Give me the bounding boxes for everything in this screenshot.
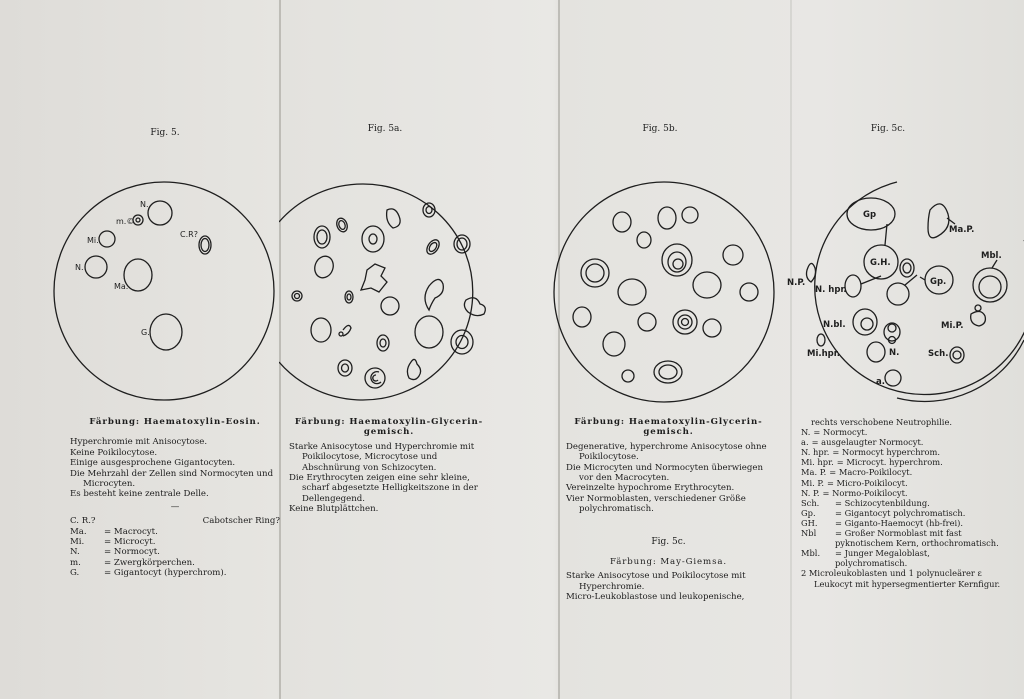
cell-label: Mi. [87, 236, 99, 245]
normocyte [85, 256, 107, 278]
legend-value: = Schizocytenbildung. [835, 497, 930, 508]
legend-value: = Großer Normoblast mit fast pyknotischem Kern, orthochromatisch. [835, 528, 999, 549]
cell-label: Ma.P. [949, 225, 975, 235]
megaloblast [973, 268, 1007, 302]
description-line: Starke Anisocytose und Poikilocytose mit Hyperchromie. [566, 571, 746, 592]
figure-title: Fig. 5. [150, 128, 180, 138]
macro-poikilocyte [928, 204, 949, 238]
fig5-micrograph [52, 180, 276, 402]
fig5c-caption [801, 417, 1001, 589]
legend-key: C. R.? [70, 516, 96, 527]
legend-row [801, 488, 1001, 498]
legend-value: = Microcyt. hyperchrom. [836, 457, 943, 468]
legend-row [801, 528, 1001, 548]
cell-label: Gp. [930, 277, 947, 287]
legend-key: N. P. [801, 487, 820, 498]
cell-label: G. [141, 328, 150, 337]
normocyte [148, 201, 172, 225]
cell-label: G.H. [870, 258, 891, 268]
legend-key: Mi. [70, 537, 85, 548]
legend-row [70, 537, 280, 547]
legend-key: Mi. hpr. [801, 457, 834, 468]
cell-label: N. hpr. [815, 285, 847, 295]
legend-value: = Normocyt. [104, 547, 160, 558]
legend-value: = Gigantocyt polychromatisch. [835, 507, 966, 518]
cell-label: Mbl. [981, 251, 1002, 261]
figure-title: Fig. 5c. [870, 124, 906, 134]
legend-row [70, 558, 280, 568]
legend-key: Ma. P. [801, 467, 827, 478]
normoblast [853, 309, 877, 335]
fig5c-micrograph [785, 180, 1024, 404]
fig5a-caption [289, 417, 489, 515]
legend-value: = Microcyt. [104, 537, 156, 548]
legend-key: G. [70, 568, 80, 579]
micro-poikilocyte [971, 311, 986, 326]
cell-label: Mi.hpr. [807, 349, 840, 359]
legend-value: = Micro-Poikilocyt. [826, 477, 908, 488]
description-line: Micro-Leukoblastose und leukopenische, [566, 592, 745, 603]
normo-poikilocyte [807, 263, 816, 282]
description-line: Es besteht keine zentrale Delle. [70, 489, 209, 500]
cell-label: m.© [116, 217, 135, 226]
legend-value: = Junger Megaloblast, polychromatisch. [835, 548, 930, 569]
description-line: Vier Normoblasten, verschiedener Größe polychromatisch. [566, 493, 746, 515]
legend-row [801, 427, 1001, 437]
legend-key: N. [70, 547, 80, 558]
fig5-caption [70, 417, 280, 579]
staining-label: Färbung: Haematoxylin-Eosin. [89, 417, 261, 427]
legend-key: N. [801, 427, 811, 438]
legend-key: Ma. [70, 526, 87, 537]
legend-key: N. hpr. [801, 447, 830, 458]
description-line: Keine Poikilocytose. [70, 447, 158, 458]
legend-value: = Normo-Poikilocyt. [822, 487, 908, 498]
description-line: rechts verschobene Neutrophilie. [811, 417, 952, 427]
cell-label: N.bl. [823, 320, 846, 330]
legend-row [801, 518, 1001, 528]
legend-row [801, 467, 1001, 477]
cell-label: N.P. [787, 278, 806, 288]
legend-row [801, 478, 1001, 488]
description-line: Vereinzelte hypochrome Erythrocyten. [566, 483, 735, 494]
legend-row [70, 547, 280, 557]
legend-value: Cabotscher Ring? [202, 516, 280, 527]
legend-row [801, 457, 1001, 467]
cell-label: N. [140, 200, 149, 209]
description-line: Einige ausgesprochene Gigantocyten. [70, 458, 236, 469]
staining-label: Färbung: May-Giemsa. [609, 557, 728, 568]
description-line: Degenerative, hyperchrome Anisocytose ohne Poikilocytose. [566, 441, 767, 463]
figure-title: Fig. 5b. [642, 124, 678, 134]
legend-key: Mbl. [801, 548, 821, 559]
footer-note: 2 Microleukoblasten und 1 polynucleärer ε Leukocyt mit hypersegmentierter Kernfigur. [801, 568, 1001, 589]
cell-label: a. [876, 377, 885, 387]
legend-row [801, 508, 1001, 518]
legend-row [801, 447, 1001, 457]
staining-label: Färbung: Haematoxylin-Glycerin-gemisch. [294, 417, 484, 438]
legend-key: a. [801, 437, 809, 448]
cell-label: Ma. [114, 282, 129, 291]
schizocyte [950, 347, 964, 363]
cell-label: N. [889, 348, 900, 358]
cell-label: C.R? [180, 230, 198, 239]
legend-key: Mi. P. [801, 477, 824, 488]
cell-label: Sch. [928, 349, 949, 359]
legend-value: = Macrocyt. [104, 526, 158, 537]
legend-key: m. [70, 557, 81, 568]
microcyte [133, 215, 143, 225]
legend-row [70, 516, 280, 526]
legend-value: = Giganto-Haemocyt (hb-frei). [835, 517, 964, 528]
fig5a-micrograph [279, 182, 499, 404]
legend-value: = Normocyt hyperchrom. [832, 447, 941, 458]
legend-row [70, 568, 280, 578]
separator: — [170, 501, 180, 512]
description-line: Starke Anisocytose und Hyperchromie mit Poikilocytose, Microcytose und Abschnürung von Schizocyten. [289, 441, 475, 473]
gigantocyte [150, 314, 182, 350]
fig5b-micrograph [552, 180, 776, 404]
legend-key: Gp. [801, 507, 816, 518]
legend-row [801, 548, 1001, 568]
fig5b-caption [566, 417, 771, 603]
legend-row [70, 527, 280, 537]
legend-value: = Zwergkörperchen. [104, 557, 195, 568]
legend-key: Nbl [801, 528, 817, 539]
figure-title: Fig. 5a. [367, 124, 403, 134]
cell-label: Gp [863, 210, 877, 220]
description-line: Keine Blutplättchen. [289, 504, 379, 515]
legend-row [801, 498, 1001, 508]
cell-label: N. [75, 263, 84, 272]
legend-value: = ausgelaugter Normocyt. [811, 437, 924, 448]
microcyte [99, 231, 115, 247]
description-line: Hyperchromie mit Anisocytose. [70, 437, 208, 448]
legend-key: GH. [801, 517, 818, 528]
microcyte [136, 218, 140, 222]
description-line: Die Mehrzahl der Zellen sind Normocyten und Microcyten. [70, 468, 274, 490]
legend-value: = Macro-Poikilocyt. [829, 467, 913, 478]
legend-value: = Gigantocyt (hyperchrom). [104, 568, 227, 579]
figure-caption: Fig. 5c. [651, 536, 686, 547]
cell-label: Mi.P. [941, 321, 964, 331]
legend-row [801, 437, 1001, 447]
description-line: Die Erythrocyten zeigen eine sehr kleine, scharf abgesetzte Helligkeitszone in der Dellengegend. [289, 473, 478, 504]
description-line: Die Microcyten und Normocyten überwiegen vor den Macrocyten. [566, 462, 764, 484]
legend-key: Sch. [801, 497, 820, 508]
staining-label: Färbung: Haematoxylin-Glycerin-gemisch. [574, 417, 763, 438]
legend-value: = Normocyt. [813, 427, 868, 438]
